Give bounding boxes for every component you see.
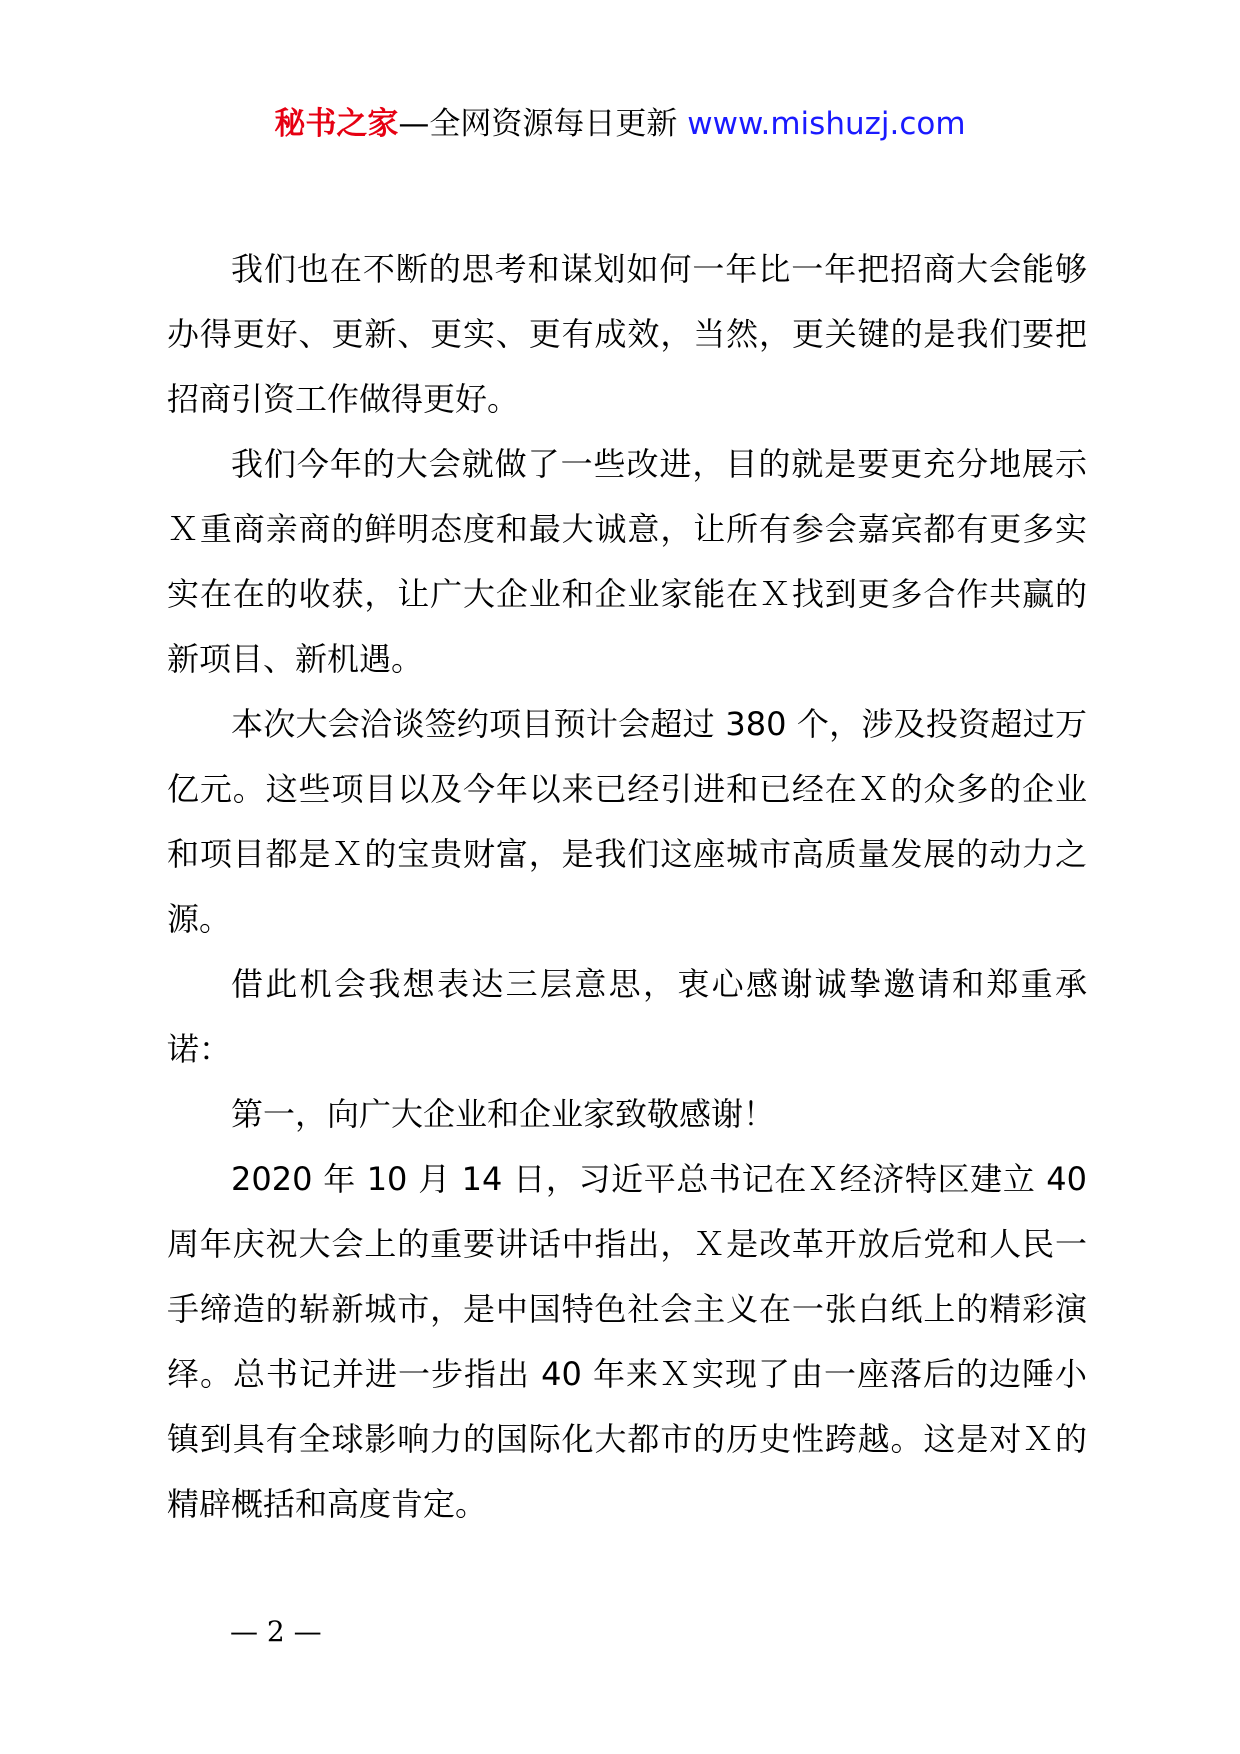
- paragraph-5: 第一，向广大企业和企业家致敬感谢！: [231, 1095, 776, 1133]
- paragraph-3: 本次大会洽谈签约项目预计会超过 380 个，涉及投资超过万亿元。这些项目以及今年以来已经引进和已经在Ｘ的众多的企业和项目都是Ｘ的宝贵财富，是我们这座城市高质量发展的动力之源。: [167, 705, 1087, 938]
- site-url-link[interactable]: www.mishuzj.com: [687, 106, 966, 142]
- paragraph-2: 我们今年的大会就做了一些改进，目的就是要更充分地展示Ｘ重商亲商的鲜明态度和最大诚意，让所有参会嘉宾都有更多实实在在的收获，让广大企业和企业家能在Ｘ找到更多合作共赢的新项目、新机遇。: [167, 445, 1087, 678]
- page-number: — 2 —: [230, 1615, 322, 1648]
- paragraph-1: 我们也在不断的思考和谋划如何一年比一年把招商大会能够办得更好、更新、更实、更有成效，当然，更关键的是我们要把招商引资工作做得更好。: [167, 250, 1087, 418]
- site-brand: 秘书之家: [274, 106, 399, 142]
- page-header: [0, 100, 1240, 148]
- document-body: [167, 237, 1087, 1537]
- site-slogan: —全网资源每日更新: [398, 106, 678, 142]
- paragraph-4: 借此机会我想表达三层意思，衷心感谢诚挚邀请和郑重承诺：: [167, 965, 1087, 1068]
- paragraph-6: 2020 年 10 月 14 日，习近平总书记在Ｘ经济特区建立 40 周年庆祝大会上的重要讲话中指出，Ｘ是改革开放后党和人民一手缔造的崭新城市，是中国特色社会主义在一张白纸上的精彩演绎。总书记并进一步指出 40 年来Ｘ实现了由一座落后的边陲小镇到具有全球影响力的国际化大都市的历史性跨越。这是对Ｘ的精辟概括和高度肯定。: [167, 1160, 1087, 1523]
